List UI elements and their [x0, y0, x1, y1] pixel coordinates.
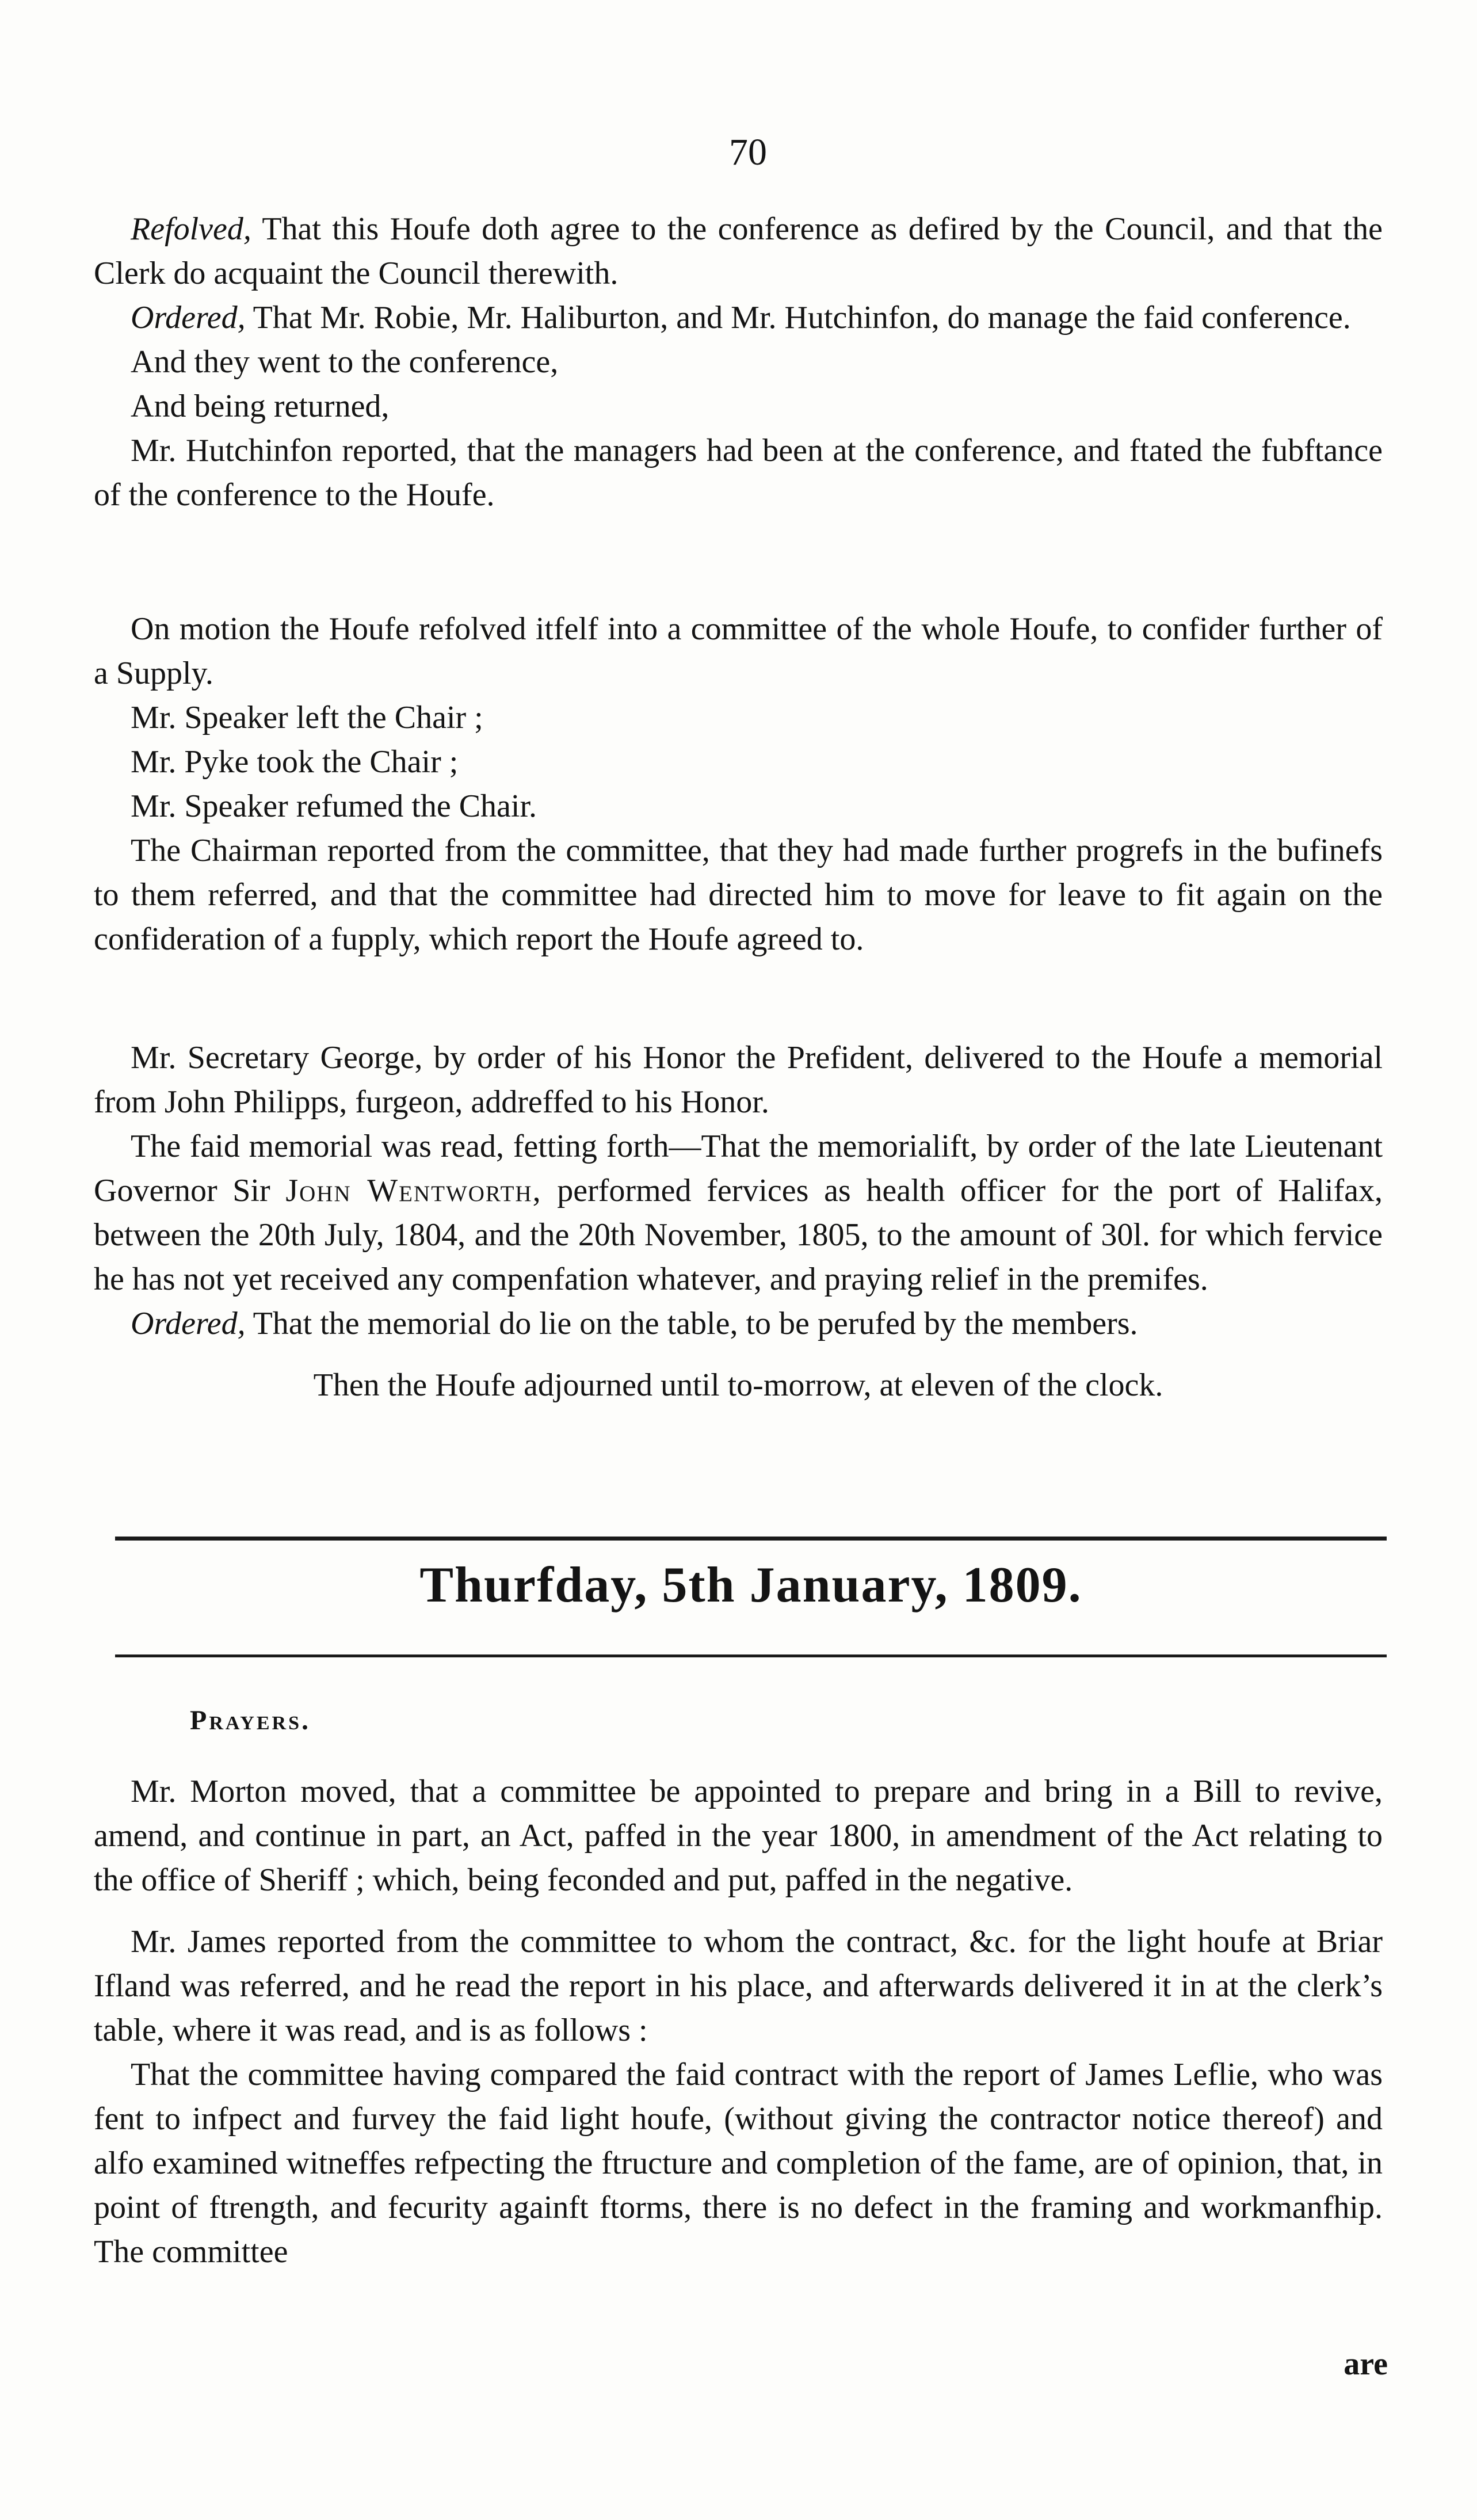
speaker-resumed-line: Mr. Speaker refumed the Chair.	[131, 788, 537, 824]
secretary-paragraph: Mr. Secretary George, by order of his Honor the Prefident, delivered to the Houfe a memorial from John Philipps, furgeon, addreffed to his Honor.	[94, 1040, 1383, 1120]
committee-findings-paragraph: That the committee having compared the faid contract with the report of James Leflie, who was fent to infpect and furvey the faid light houfe, (without giving the contractor notice thereof) and alfo examined witneffes refpecting the ftructure and completion of the fame, are of opinion, that, in point of ftrength, and fecurity againft ftorms, there is no defect in the framing and workmanfhip. The committee	[94, 2057, 1383, 2270]
resolved-text: That this Houfe doth agree to the conference as defired by the Council, and that the Clerk do acquaint the Council therewith.	[94, 211, 1383, 291]
pyke-took-chair-line: Mr. Pyke took the Chair ;	[131, 744, 459, 780]
memorial-paragraph	[94, 1124, 1383, 1302]
ordered-label: Ordered,	[131, 1306, 246, 1341]
speaker-left-line: Mr. Speaker left the Chair ;	[131, 700, 483, 735]
resolved-paragraph	[94, 207, 1383, 296]
adjournment-line: Then the Houfe adjourned until to-morrow, at eleven of the clock.	[313, 1367, 1163, 1403]
conference-section	[94, 207, 1383, 517]
memorial-name: John Wentworth,	[285, 1173, 542, 1208]
ordered-managers-paragraph	[94, 296, 1383, 340]
ordered-memorial-text: That the memorial do lie on the table, to be perufed by the members.	[253, 1306, 1138, 1341]
bottom-rule	[115, 1654, 1387, 1657]
supply-committee-section	[94, 607, 1383, 962]
catchword: are	[1344, 2346, 1388, 2382]
resolved-label: Refolved,	[131, 211, 251, 247]
morton-motion-paragraph: Mr. Morton moved, that a committee be appointed to prepare and bring in a Bill to revive, amend, and continue in part, an Act, paffed in the year 1800, in amendment of the Act relating to the office of Sheriff ; which, being feconded and put, paffed in the negative.	[94, 1774, 1383, 1898]
supply-motion-paragraph: On motion the Houfe refolved itfelf into a committee of the whole Houfe, to confider further of a Supply.	[94, 611, 1383, 691]
james-report-paragraph: Mr. James reported from the committee to whom the contract, &c. for the light houfe at Briar Ifland was referred, and he read the report in his place, and afterwards delivered it in at the clerk’s table, where it was read, and is as follows :	[94, 1924, 1383, 2048]
memorial-section	[94, 1036, 1383, 1408]
hutchinson-report-paragraph: Mr. Hutchinfon reported, that the managers had been at the conference, and ftated the fubftance of the conference to the Houfe.	[94, 433, 1383, 513]
ordered-memorial-paragraph	[94, 1302, 1383, 1346]
memorial-text-end: performed fervices as health officer for the port of Halifax, between the 20th July, 1804, and the 20th November, 1805, to the amount of 30l. for which fervice he has not yet received any compenfation whatever, and praying relief in the premifes.	[94, 1173, 1383, 1297]
memorial-text-start: The faid memorial was read, fetting forth—That the memorialift, by order of the late Lieutenant Governor Sir	[94, 1129, 1383, 1208]
went-to-conference-line: And they went to the conference,	[131, 344, 559, 380]
page-number: 70	[729, 131, 767, 173]
ordered-label: Ordered,	[131, 300, 246, 336]
chairman-report-paragraph: The Chairman reported from the committee, that they had made further progrefs in the bufinefs to them referred, and that the committee had directed him to move for leave to fit again on the confideration of a fupply, which report the Houfe agreed to.	[94, 833, 1383, 957]
thursday-proceedings	[94, 1770, 1383, 2274]
date-heading: Thurfday, 5th January, 1809.	[419, 1557, 1082, 1613]
top-rule	[115, 1537, 1387, 1541]
ordered-text: That Mr. Robie, Mr. Haliburton, and Mr. Hutchinfon, do manage the faid conference.	[253, 300, 1351, 336]
prayers-heading: Prayers.	[190, 1705, 311, 1736]
being-returned-line: And being returned,	[131, 388, 390, 424]
